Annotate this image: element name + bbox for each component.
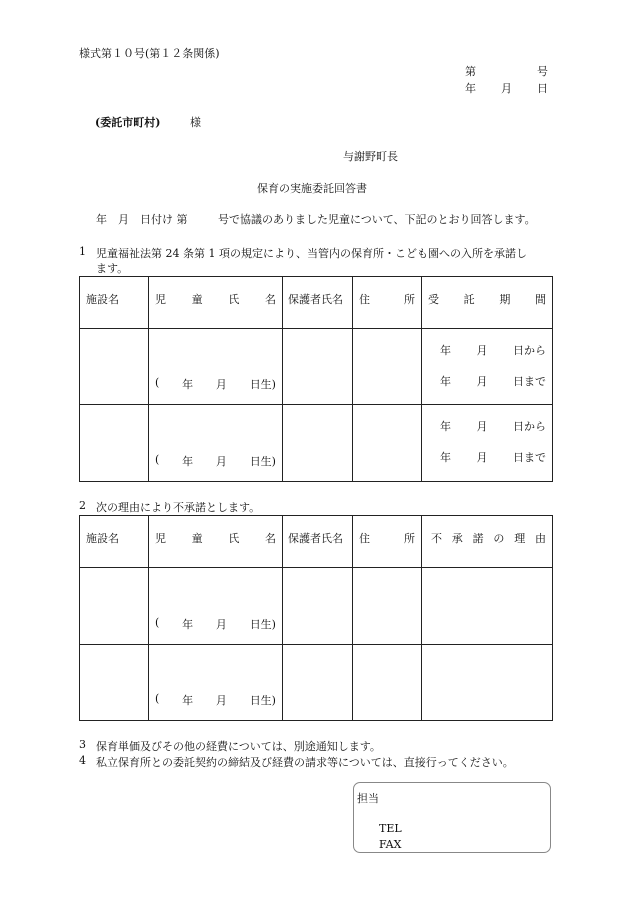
- header-guardian: 保護者氏名: [283, 516, 353, 568]
- sender: 与謝野町長: [343, 150, 398, 163]
- contact-fax: FAX: [379, 838, 402, 851]
- section1-line2: ます。: [96, 262, 129, 275]
- contact-box: [353, 782, 551, 853]
- period-cell[interactable]: [422, 405, 553, 482]
- facility-cell[interactable]: [80, 645, 149, 721]
- facility-cell[interactable]: [80, 405, 149, 482]
- guardian-cell[interactable]: [283, 329, 353, 405]
- facility-cell[interactable]: [80, 329, 149, 405]
- address-cell[interactable]: [353, 405, 422, 482]
- section4-text: 私立保育所との委託契約の締結及び経費の請求等については、直接行ってください。: [96, 756, 514, 769]
- table-row: [80, 568, 553, 645]
- child-name-cell[interactable]: [149, 645, 283, 721]
- doc-date-month: 月: [501, 82, 512, 95]
- addressee-org: (委託市町村): [95, 116, 161, 129]
- reason-cell[interactable]: [422, 568, 553, 645]
- birth-date: ( 年 月 日生): [155, 376, 276, 391]
- document-title: 保育の実施委託回答書: [257, 182, 367, 195]
- form-number: 様式第１０号(第１２条関係): [79, 47, 220, 60]
- section2-text: 次の理由により不承諾とします。: [96, 501, 261, 514]
- header-child-name: 児 童 氏 名: [149, 516, 283, 568]
- guardian-cell[interactable]: [283, 645, 353, 721]
- birth-date: ( 年 月 日生): [155, 616, 276, 631]
- period-to: 年 月 日まで: [440, 451, 546, 464]
- address-cell[interactable]: [353, 329, 422, 405]
- period-to: 年 月 日まで: [440, 375, 546, 388]
- contact-label: 担当: [357, 792, 379, 805]
- header-address: 住 所: [353, 516, 422, 568]
- doc-date-day: 日: [537, 82, 548, 95]
- contact-tel: TEL: [379, 822, 402, 835]
- table-row: [80, 405, 553, 482]
- address-cell[interactable]: [353, 645, 422, 721]
- facility-cell[interactable]: [80, 568, 149, 645]
- header-guardian: 保護者氏名: [283, 277, 353, 329]
- rejection-table: [79, 515, 553, 721]
- acceptance-table: [79, 276, 553, 482]
- period-from: 年 月 日から: [440, 344, 546, 357]
- doc-number-go: 号: [537, 65, 548, 78]
- doc-date-year: 年: [465, 82, 476, 95]
- period-cell[interactable]: [422, 329, 553, 405]
- reason-cell[interactable]: [422, 645, 553, 721]
- section1-number: 1: [79, 245, 86, 258]
- section1-line1: 児童福祉法第 24 条第 1 項の規定により、当管内の保育所・こども園への入所を承諾し: [96, 247, 527, 260]
- birth-date: ( 年 月 日生): [155, 453, 276, 468]
- section3-text: 保育単価及びその他の経費については、別途通知します。: [96, 740, 381, 753]
- table-row: [80, 329, 553, 405]
- child-name-cell[interactable]: [149, 329, 283, 405]
- birth-date: ( 年 月 日生): [155, 692, 276, 707]
- section2-number: 2: [79, 499, 86, 512]
- address-cell[interactable]: [353, 568, 422, 645]
- header-facility: 施設名: [80, 277, 149, 329]
- header-address: 住 所: [353, 277, 422, 329]
- header-child-name: 児 童 氏 名: [149, 277, 283, 329]
- doc-number-dai: 第: [465, 65, 476, 78]
- section3-number: 3: [79, 738, 86, 751]
- section4-number: 4: [79, 754, 86, 767]
- addressee-honorific: 様: [190, 116, 201, 129]
- guardian-cell[interactable]: [283, 568, 353, 645]
- table-row: [80, 645, 553, 721]
- guardian-cell[interactable]: [283, 405, 353, 482]
- header-period: 受 託 期 間: [422, 277, 553, 329]
- child-name-cell[interactable]: [149, 568, 283, 645]
- intro-prefix: 年 月 日付け 第: [96, 213, 188, 226]
- header-facility: 施設名: [80, 516, 149, 568]
- intro-text: 号で協議のありました児童について、下記のとおり回答します。: [218, 213, 536, 226]
- period-from: 年 月 日から: [440, 420, 546, 433]
- header-reason: 不 承 諾 の 理 由: [422, 516, 553, 568]
- child-name-cell[interactable]: [149, 405, 283, 482]
